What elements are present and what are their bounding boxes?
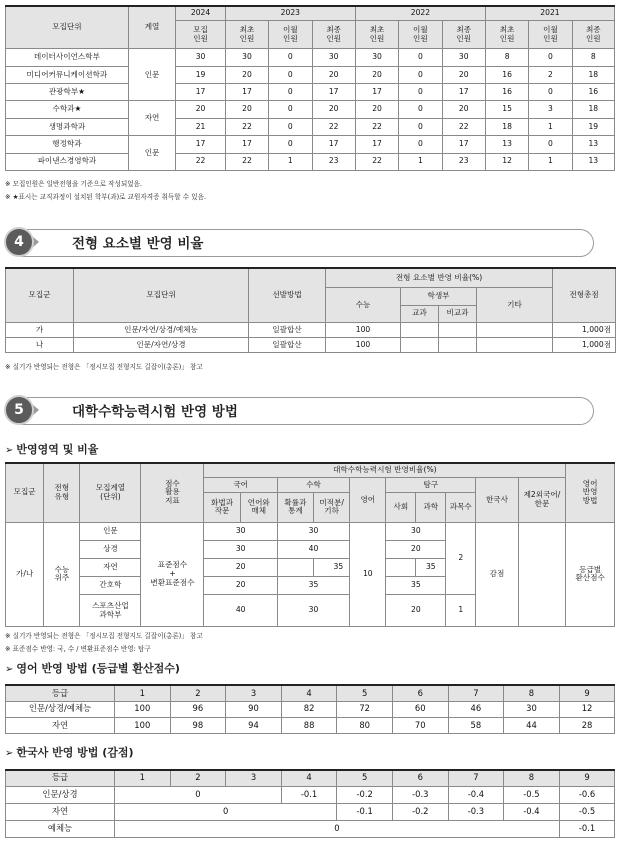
header-grade-num: 1 [115,770,171,786]
sub-carryover: 이월 인원 [399,20,442,49]
cell: -0.3 [448,803,504,820]
cell: 96 [170,701,226,717]
cell: 100 [115,717,171,733]
cell: -0.4 [504,803,560,820]
header-grade: 등급 [6,685,115,701]
header-inquiry: 탐구 [386,478,476,493]
cell-inquiry: 20 [386,540,446,558]
cell: 1 [529,153,572,170]
year-2021: 2021 [485,6,614,20]
cell: 30 [176,49,226,66]
cell: 0 [115,803,337,820]
cell: 98 [170,717,226,733]
section-5-header [4,395,610,427]
cell: 0 [115,820,560,837]
header-inquiry-count: 과목수 [446,493,476,523]
cell: -0.5 [559,803,615,820]
table-row [6,118,615,135]
section-number: 5 [4,395,34,425]
cell-english: 10 [350,522,386,626]
table-row [6,153,615,170]
cell: 94 [226,717,282,733]
cell: 1 [399,153,442,170]
arrow-right-icon: ➢ [5,445,14,456]
cell: 22 [176,153,226,170]
cell: 인문/자연/상경 [74,337,249,352]
cell: 17 [312,84,355,101]
note: ※ 실기가 반영되는 전형은 「정시모집 전형지도 길잡이(총론)」 참고 [5,363,203,371]
cell: -0.4 [448,786,504,803]
cell: 82 [281,701,337,717]
header-grade-num: 6 [392,770,448,786]
cell: 17 [355,136,398,153]
cell-english-method: 등급별 환산점수 [566,522,615,626]
table-row [6,717,615,733]
cell: 20 [355,101,398,118]
header-grade-num: 3 [226,685,282,701]
header-grade-num: 2 [170,770,226,786]
cell: 20 [312,66,355,83]
section-4-header [4,227,610,259]
cell-math: 30 [277,522,349,540]
year-2023: 2023 [225,6,355,20]
cell-history: 감점 [476,522,518,626]
header-grade-num: 3 [226,770,282,786]
cell: 8 [485,49,528,66]
arrow-right-icon: ➢ [5,748,14,759]
english-table [5,684,615,734]
header-grade-num: 5 [337,685,393,701]
header-method: 선발방법 [249,268,326,322]
cell: -0.1 [337,803,393,820]
cell: 88 [281,717,337,733]
cell: 1 [269,153,312,170]
cell: -0.3 [392,786,448,803]
cell: 30 [355,49,398,66]
header-math-2: 미적분/ 기하 [314,493,350,523]
cell-type: 수능 위주 [44,522,80,626]
cell-unit: 데이터사이언스학부 [6,49,129,66]
cell-unit: 생명과학과 [6,118,129,135]
cell: 1,000점 [553,337,616,352]
header-unit: 모집단위 [74,268,249,322]
sub-initial: 최초 인원 [225,20,268,49]
cell: 30 [442,49,485,66]
cell: 20 [442,101,485,118]
cell: 일괄합산 [249,322,326,337]
sub-initial: 최초 인원 [355,20,398,49]
cell: 8 [572,49,614,66]
header-grade-num: 9 [559,685,615,701]
cell: 90 [226,701,282,717]
cell: 0 [269,66,312,83]
header-korean: 국어 [204,478,277,493]
cell-series: 인문 [80,522,141,540]
cell: -0.1 [559,820,615,837]
arrow-right-icon: ➢ [5,664,14,675]
cell: 22 [225,118,268,135]
cell-inquiry: 20 [386,595,446,627]
cell: 100 [326,322,401,337]
cell: 0 [529,49,572,66]
header-grade-num: 4 [281,685,337,701]
cell-series: 인문 [128,49,175,101]
subheading: ➢ 한국사 반영 방법 (감점) [5,746,134,759]
header-ratio: 대학수학능력시험 반영비율(%) [204,463,566,478]
header-grade-num: 1 [115,685,171,701]
cell: 28 [559,717,615,733]
sub-initial: 최초 인원 [485,20,528,49]
cell: 23 [442,153,485,170]
csat-ratio-table [5,462,615,627]
cell: 일괄합산 [249,337,326,352]
header-group: 모집군 [6,268,74,322]
table-row [6,322,616,337]
cell: 22 [442,118,485,135]
cell: 0 [269,49,312,66]
cell: 30 [312,49,355,66]
header-score: 점수 활용 지표 [141,463,204,522]
cell: 21 [176,118,226,135]
header-grade-num: 6 [392,685,448,701]
sub-recruit: 모집 인원 [176,20,226,49]
cell-unit: 행정학과 [6,136,129,153]
note: ※ 모집인원은 일반전형을 기준으로 작성되었음. [5,180,143,188]
sub-final: 최종 인원 [442,20,485,49]
cell: 3 [529,101,572,118]
cell: 0 [399,84,442,101]
header-korean-2: 언어와 매체 [240,493,277,523]
sub-final: 최종 인원 [312,20,355,49]
history-table [5,769,615,838]
header-type: 전형 유형 [44,463,80,522]
cell-korean: 20 [204,558,277,576]
cell: 17 [442,136,485,153]
cell-inquiry: 35 [386,576,446,594]
sub-final: 최종 인원 [572,20,614,49]
cell: -0.2 [337,786,393,803]
cell: 0 [269,84,312,101]
header-grade: 등급 [6,770,115,786]
cell-series: 자연 [128,101,175,136]
cell: 0 [529,84,572,101]
cell: 18 [572,101,614,118]
cell: 16 [572,84,614,101]
cell: 0 [399,118,442,135]
cell-math: 35 [277,576,349,594]
cell-count: 1 [446,595,476,627]
cell: 58 [448,717,504,733]
header-grade-num: 4 [281,770,337,786]
section-number: 4 [4,227,34,257]
header-series: 계열 [128,6,175,49]
table-row [6,84,615,101]
cell: 0 [399,66,442,83]
header-etc: 기타 [477,288,553,323]
cell: 20 [176,101,226,118]
table-row [6,522,615,540]
cell: 0 [399,49,442,66]
table-row [6,701,615,717]
cell-unit: 수학과★ [6,101,129,118]
table-row [6,66,615,83]
cell: 72 [337,701,393,717]
cell: -0.2 [392,803,448,820]
cell: 2 [529,66,572,83]
header-grade-num: 5 [337,770,393,786]
header-grade-num: 8 [504,685,560,701]
table-row [6,820,615,837]
cell: 17 [442,84,485,101]
note: ※ 표준점수 반영: 국, 수 / 변환표준점수 반영: 탐구 [5,645,151,653]
cell-count: 2 [446,522,476,595]
cell: 22 [355,118,398,135]
header-ratio: 전형 요소별 반영 비율(%) [326,268,553,288]
cell: 0 [269,101,312,118]
header-foreign: 제2외국어/ 한문 [518,478,566,522]
cell: 44 [504,717,560,733]
cell: 20 [225,101,268,118]
cell: 17 [355,84,398,101]
cell-series: 자연 [80,558,141,576]
row-label: 인문/상경/예체능 [6,701,115,717]
header-grade-num: 2 [170,685,226,701]
section-title: 대학수학능력시험 반영 방법 [72,404,238,420]
cell: 30 [504,701,560,717]
row-label: 자연 [6,717,115,733]
cell-korean: 40 [204,595,277,627]
cell-inquiry: 30 [386,522,446,540]
subheading: ➢ 반영영역 및 비율 [5,443,99,456]
cell: 46 [448,701,504,717]
cell: 0 [529,136,572,153]
cell: 0 [115,786,282,803]
cell-unit: 미디어커뮤니케이션학과 [6,66,129,83]
header-math: 수학 [277,478,349,493]
cell: 17 [225,84,268,101]
header-subject: 교과 [401,305,439,322]
cell: 13 [572,136,614,153]
year-2022: 2022 [355,6,485,20]
header-group: 모집군 [6,463,44,522]
table-row [6,136,615,153]
cell: 100 [115,701,171,717]
cell: 0 [399,101,442,118]
cell: 인문/자연/상경/예체능 [74,322,249,337]
cell-series: 스포츠산업 과학부 [80,595,141,627]
cell: 70 [392,717,448,733]
cell: 0 [269,136,312,153]
cell: -0.6 [559,786,615,803]
header-history: 한국사 [476,478,518,522]
cell: 16 [485,84,528,101]
header-nonsubject: 비교과 [439,305,477,322]
cell: 17 [312,136,355,153]
cell: 12 [485,153,528,170]
row-label: 자연 [6,803,115,820]
header-inquiry-social: 사회 [386,493,416,523]
cell: 60 [392,701,448,717]
note: ※ ★표시는 교직과정이 설치된 학부(과)로 교원자격증 취득할 수 있음. [5,193,207,201]
header-inquiry-science: 과학 [416,493,446,523]
cell: 100 [326,337,401,352]
cell: 17 [176,136,226,153]
header-english: 영어 [350,478,386,522]
cell: 1 [529,118,572,135]
table-row [6,337,616,352]
section-title: 전형 요소별 반영 비율 [72,236,204,252]
subheading: ➢ 영어 반영 방법 (등급별 환산점수) [5,662,180,675]
cell-unit: 파이낸스경영학과 [6,153,129,170]
cell-math: 35 [314,558,350,576]
header-grade-num: 8 [504,770,560,786]
cell: 22 [312,118,355,135]
header-math-1: 확률과 통계 [277,493,313,523]
table-row [6,786,615,803]
header-suneung: 수능 [326,288,401,323]
cell: 18 [572,66,614,83]
cell: 30 [225,49,268,66]
cell: 16 [485,66,528,83]
header-unit: 모집단위 [6,6,129,49]
table-row [6,101,615,118]
ratio-table [5,267,615,353]
cell: -0.1 [281,786,337,803]
row-label: 인문/상경 [6,786,115,803]
header-grade-num: 7 [448,770,504,786]
cell: 20 [442,66,485,83]
cell: 80 [337,717,393,733]
cell: 19 [572,118,614,135]
cell-korean: 20 [204,576,277,594]
sub-carryover: 이월 인원 [529,20,572,49]
sub-carryover: 이월 인원 [269,20,312,49]
header-grade-num: 7 [448,685,504,701]
cell-score: 표준점수 + 변환표준점수 [141,522,204,626]
cell: 1,000점 [553,322,616,337]
cell: 22 [225,153,268,170]
row-label: 예체능 [6,820,115,837]
year-2024: 2024 [176,6,226,20]
cell: 20 [355,66,398,83]
cell-math: 40 [277,540,349,558]
cell: 22 [355,153,398,170]
cell: 20 [312,101,355,118]
recruitment-table [5,5,615,171]
cell: 15 [485,101,528,118]
header-grade-num: 9 [559,770,615,786]
table-row [6,803,615,820]
cell: 19 [176,66,226,83]
header-total: 전형총점 [553,268,616,322]
cell: 13 [572,153,614,170]
cell-series: 인문 [128,136,175,171]
header-english-method: 영어 반영 방법 [566,463,615,522]
note: ※ 실기가 반영되는 전형은 「정시모집 전형지도 길잡이(총론)」 참고 [5,632,203,640]
cell: 0 [269,118,312,135]
header-korean-1: 화법과 작문 [204,493,240,523]
cell: 18 [485,118,528,135]
header-record: 학생부 [401,288,477,305]
cell-group: 가/나 [6,522,44,626]
cell: 20 [225,66,268,83]
cell: 23 [312,153,355,170]
cell: 0 [399,136,442,153]
cell-unit: 관광학부★ [6,84,129,101]
cell-math: 30 [277,595,349,627]
cell-inquiry: 35 [416,558,446,576]
cell: 17 [176,84,226,101]
cell: 13 [485,136,528,153]
table-row [6,49,615,66]
cell-korean: 30 [204,522,277,540]
cell: 12 [559,701,615,717]
cell: 17 [225,136,268,153]
cell-korean: 30 [204,540,277,558]
header-series: 모집계열 (단위) [80,463,141,522]
cell-series: 상경 [80,540,141,558]
cell-series: 간호학 [80,576,141,594]
cell: 나 [6,337,74,352]
cell: -0.5 [504,786,560,803]
cell: 가 [6,322,74,337]
